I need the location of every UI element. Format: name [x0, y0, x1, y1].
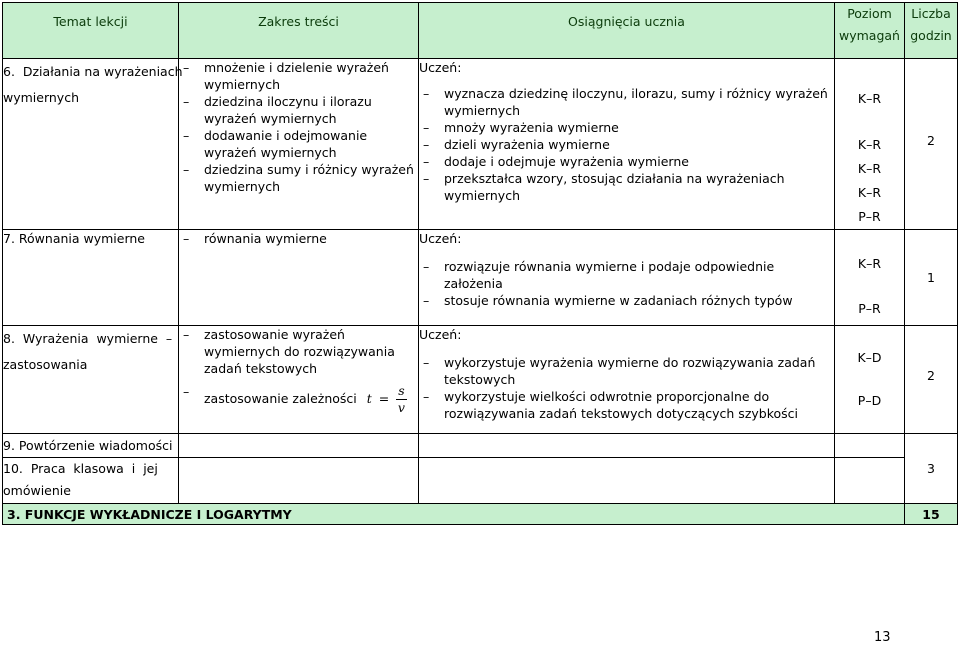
topic-line: omówienie: [3, 483, 71, 498]
topic-cell: [3, 230, 179, 326]
formula-variable: t: [366, 391, 372, 406]
topic-line: 8. Wyrażenia wymierne –: [3, 331, 173, 346]
section-hours: 15: [905, 504, 958, 525]
list-item: – wykorzystuje wyrażenia wymierne do rozwiązywania zadań tekstowych: [419, 354, 834, 388]
level-cell: [835, 230, 905, 326]
achievements-cell: [419, 434, 835, 458]
content-cell: [179, 230, 419, 326]
hours-value: 3: [927, 461, 935, 476]
achievements-cell: [419, 326, 835, 434]
student-label: Uczeń:: [419, 231, 462, 246]
level-cell: [835, 326, 905, 434]
header-topic: Temat lekcji: [3, 3, 179, 59]
topic-line: 7. Równania wymierne: [3, 231, 145, 246]
list-item: – dzieli wyrażenia wymierne: [419, 136, 834, 153]
formula: [367, 383, 407, 416]
list-item: – zastosowanie wyrażeń wymiernych do rozwiązywania zadań tekstowych: [179, 326, 418, 377]
level-value: K–R: [857, 185, 882, 200]
header-row: [3, 3, 958, 59]
header-level-line2: wymagań: [839, 28, 900, 43]
student-label: Uczeń:: [419, 60, 462, 75]
formula-equals: =: [378, 391, 390, 406]
level-value: P–R: [858, 301, 881, 316]
content-cell: [179, 326, 419, 434]
level-value: K–R: [857, 256, 882, 271]
header-content: Zakres treści: [179, 3, 419, 59]
list-item: – przekształca wzory, stosując działania na wyrażeniach wymiernych: [419, 170, 834, 204]
list-item: – dziedzina sumy i różnicy wyrażeń wymiernych: [179, 161, 418, 195]
hours-cell: [905, 434, 958, 504]
level-value: K–R: [857, 91, 882, 106]
topic-line: zastosowania: [3, 357, 88, 372]
level-value: K–D: [857, 350, 882, 365]
formula-fraction: [396, 383, 406, 416]
header-level-line1: Poziom: [847, 6, 892, 21]
header-achievements: Osiągnięcia ucznia: [419, 3, 835, 59]
level-value: K–R: [857, 137, 882, 152]
header-hours-line2: godzin: [910, 28, 952, 43]
content-list: [179, 326, 418, 416]
achievements-cell: [419, 59, 835, 230]
table-row: [3, 458, 958, 504]
hours-cell: [905, 59, 958, 230]
list-item: – dodawanie i odejmowanie wyrażeń wymiernych: [179, 127, 418, 161]
hours-cell: [905, 230, 958, 326]
curriculum-table: [2, 2, 958, 525]
achievements-list: [419, 354, 834, 422]
level-value: P–D: [857, 393, 882, 408]
list-item: – dziedzina iloczynu i ilorazu wyrażeń wymiernych: [179, 93, 418, 127]
list-item: – wykorzystuje wielkości odwrotnie proporcjonalne do rozwiązywania zadań tekstowych dotyczących szybkości: [419, 388, 834, 422]
topic-line: wymiernych: [3, 90, 79, 105]
achievements-list: [419, 258, 834, 309]
hours-cell: [905, 326, 958, 434]
content-cell: [179, 59, 419, 230]
list-item: – wyznacza dziedzinę iloczynu, ilorazu, sumy i różnicy wyrażeń wymiernych: [419, 85, 834, 119]
list-item: – rozwiązuje równania wymierne i podaje odpowiednie założenia: [419, 258, 834, 292]
achievements-list: [419, 85, 834, 204]
formula-numerator: s: [398, 383, 405, 398]
topic-cell: [3, 59, 183, 230]
list-item: – mnożenie i dzielenie wyrażeń wymiernych: [179, 59, 418, 93]
list-item: – dodaje i odejmuje wyrażenia wymierne: [419, 153, 834, 170]
topic-line: 6. Działania na wyrażeniach: [3, 64, 183, 79]
table-row: [3, 326, 958, 434]
section-title: 3. FUNKCJE WYKŁADNICZE I LOGARYTMY: [3, 504, 905, 525]
student-label: Uczeń:: [419, 327, 462, 342]
hours-value: 1: [927, 270, 935, 285]
level-value: P–R: [858, 209, 881, 224]
hours-value: 2: [927, 368, 935, 383]
formula-denominator: v: [397, 400, 405, 415]
list-item: [179, 383, 418, 416]
header-level: [835, 3, 905, 59]
table-row: [3, 434, 958, 458]
topic-line: 10. Praca klasowa i jej: [3, 461, 158, 476]
topic-cell: [3, 326, 179, 434]
header-hours-line1: Liczba: [911, 6, 951, 21]
topic-cell: [3, 458, 179, 504]
achievements-cell: [419, 458, 835, 504]
list-item: – mnoży wyrażenia wymierne: [419, 119, 834, 136]
list-item: – równania wymierne: [179, 230, 418, 247]
hours-value: 2: [927, 133, 935, 148]
level-cell: [835, 458, 905, 504]
list-item: – stosuje równania wymierne w zadaniach różnych typów: [419, 292, 834, 309]
header-hours: [905, 3, 958, 59]
content-list: [179, 59, 418, 195]
level-value: K–R: [857, 161, 882, 176]
content-cell: [179, 434, 419, 458]
content-list: [179, 230, 418, 247]
level-cell: [835, 59, 905, 230]
table-row: [3, 59, 958, 230]
page-number: 13: [874, 630, 891, 645]
content-cell: [179, 458, 419, 504]
achievements-cell: [419, 230, 835, 326]
formula-label: zastosowanie zależności: [204, 391, 357, 406]
topic-cell: [3, 434, 179, 458]
section-row: [3, 504, 958, 525]
topic-line: 9. Powtórzenie wiadomości: [3, 438, 173, 453]
level-cell: [835, 434, 905, 458]
table-row: [3, 230, 958, 326]
